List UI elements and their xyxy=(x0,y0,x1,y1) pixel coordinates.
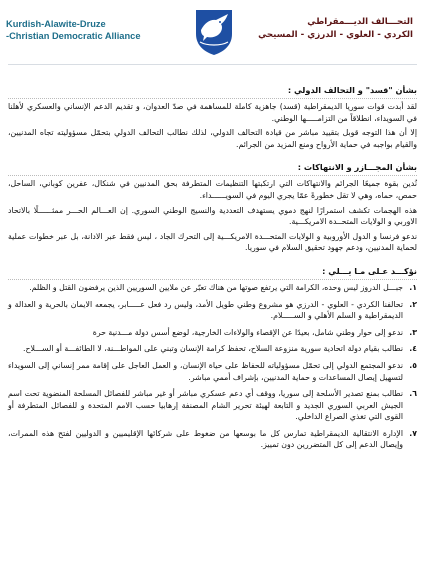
org-name-english-line2: -Christian Democratic Alliance xyxy=(6,31,141,41)
section-title: بشأن المجـــازر و الانتهاكات : xyxy=(8,161,417,176)
list-number: ٥. xyxy=(409,360,417,370)
list-number: ٢. xyxy=(409,299,417,309)
list-text: الإدارة الانتقالية الديمقراطية تمارس كل ما بوسعها من ضغوط على شركائها الإقليميين و الدوليين لفتح هذه الممرات، وإيصال الدعم إلى كل المتضررين دون تمييز. xyxy=(8,428,403,450)
paragraph: إلا أن هذا التوجه قوبل بتقييد مباشر من قيادة التحالف الدولي، لذلك نطالب التحالف الدولي بتحمّل مسؤوليته تجاه المدنيين، والقيام بواجبه في حماية الأرواح ومنع المزيد من الجرائم. xyxy=(8,128,417,149)
org-name-arabic xyxy=(243,16,413,42)
section-title: بشأن "قسد" و التحالف الدولي : xyxy=(8,84,417,99)
list-item xyxy=(8,299,417,322)
list-text: تحالفنا الكردي - العلوي - الدرزي هو مشروع وطني طويل الأمد، وليس رد فعل عـــــابر، يجمعه الايمان بالحرية و العدالة و الديمقراطية و السلم الأهلي و الســـــلام. xyxy=(8,299,403,321)
list-text: نطالب بقيام دولة اتحادية سورية منزوعة السلاح، تحفظ كرامة الإنسان وتبني على المواطـــنة، لا الطائفـــة أو الســـلاح. xyxy=(23,344,403,354)
org-name-english xyxy=(6,18,176,42)
section-title: نؤكـــد عـلى مـا يـــلي : xyxy=(8,265,417,280)
list-item xyxy=(8,282,417,294)
list-text: جبـــل الدروز ليس وحده، الكرامة التي يرتفع صوتها من هناك تعبّر عن ملايين السوريين الذين يرفضون القتل و الظلم. xyxy=(29,282,403,292)
list-text: ندعو المجتمع الدولي إلى تحمّل مسؤولياته للحفاظ على حياة الإنسان، و العمل العاجل على إقامة ممر إنساني إلى السويداء لتسهيل إيصال المساعدات و حماية المدنيين، بإشراف أممي مباشر. xyxy=(8,360,403,382)
list-number: ٦. xyxy=(409,389,417,399)
list-number: ٣. xyxy=(409,327,417,337)
paragraph: نُدين بقوة جميعًا الجرائم والانتهاكات التي ارتكبتها التنظيمات المتطرفة بحق المدنيين في شنكال، عفرين كوباني، الساحل، حمص، حماه، وهي لا تقل خطورةً عمّا يجري اليوم في السويــــــداء. xyxy=(8,179,417,200)
org-name-arabic-line1: التحـــالف الديـــمقراطي xyxy=(307,17,413,27)
org-name-english-line1: Kurdish-Alawite-Druze xyxy=(6,19,106,29)
section-affirmations xyxy=(8,265,417,451)
list-item xyxy=(8,343,417,355)
list-item xyxy=(8,360,417,383)
letterhead xyxy=(0,0,425,66)
paragraph: ندعو فرنسا و الدول الأوروبية و الولايات المتحـــدة الامريكـــية إلى التحرك الجاد ، ليس فقط عبر الادانة، بل عبر خطوات عملية لحماية المدنيين، ودعم جهود تحقيق السلام في سوريا. xyxy=(8,231,417,253)
header-divider xyxy=(8,64,417,65)
list-number: ٧. xyxy=(409,428,417,438)
list-text: ندعو إلى حوار وطني شامل، بعيدًا عن الإقصاء والولاءات الخارجية، لوضع أسس دولة مـــدنية حرة xyxy=(92,327,403,337)
paragraph: لقد أبدت قوات سوريا الديمقراطية (قسد) جاهزية كاملة للمساهمة في صدّ العدوان، و تقديم الدعم الإنساني والعسكري لأهلنا في السويداء، انطلاقاً من التزامـــــها الوطني. xyxy=(8,102,417,123)
list-item xyxy=(8,327,417,339)
section-sdf-coalition xyxy=(8,84,417,150)
section-massacres xyxy=(8,161,417,254)
dove-emblem-icon xyxy=(193,8,235,56)
list-text: نطالب بمنع تصدير الأسلحة إلى سوريا، ووقف أي دعم عسكري مباشر أو غير مباشر للفصائل المسلحة المنضوية تحت اسم الجيش العربي السوري الجديد و التابعة لهيئة تحرير الشام المصنفة إرهابيا حسب الامم المتحدة و للفصائل المتطرفة أو القوى التي تغذي الصراع الداخلي. xyxy=(8,389,403,422)
paragraph: هذه الهجمات تكشف استمرارًا لنهج دموي يستهدف التعددية والنسيج الوطني السوري. إن العـــالم الحـــر ممثــــــلًا بالاتحاد الاوربي و الولايات المتحــدة الامريكـــية. xyxy=(8,205,417,227)
list-item xyxy=(8,388,417,423)
list-number: ٤. xyxy=(409,344,417,354)
org-name-arabic-line2: الكردي - العلوي - الدرزي - المسيحي xyxy=(258,30,413,40)
statement-body xyxy=(8,84,417,575)
affirmations-list xyxy=(8,282,417,451)
list-item xyxy=(8,428,417,451)
list-number: ١. xyxy=(409,282,417,292)
